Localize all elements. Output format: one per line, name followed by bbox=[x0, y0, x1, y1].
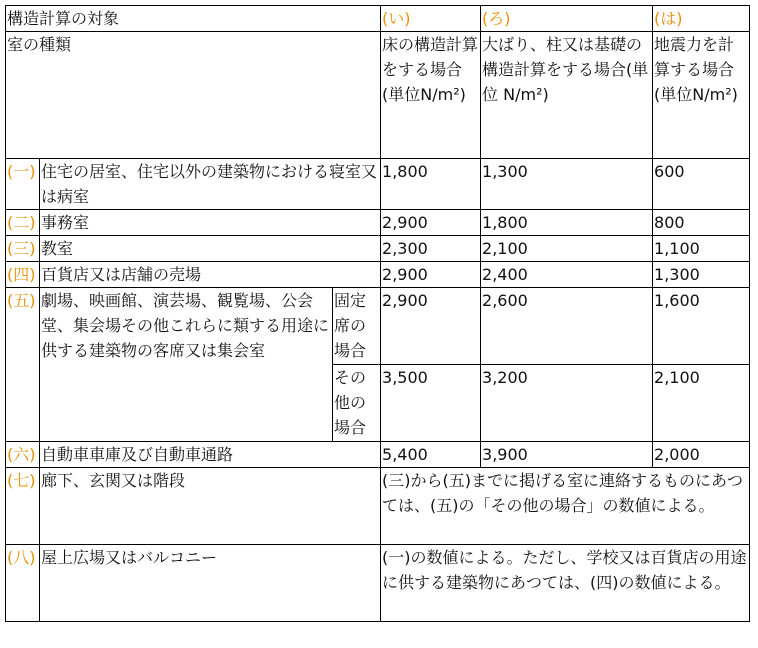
cell-ro: 3,200 bbox=[481, 365, 653, 442]
header-row-2 bbox=[6, 32, 750, 159]
row-number: (五) bbox=[6, 288, 40, 442]
header-col-ro: (ろ) bbox=[481, 6, 653, 32]
row-number: (六) bbox=[6, 442, 40, 468]
row-number: (七) bbox=[6, 468, 40, 545]
cell-i: 2,900 bbox=[381, 210, 481, 236]
row-name: 百貨店又は店舗の売場 bbox=[40, 262, 381, 288]
cell-ha: 1,300 bbox=[653, 262, 750, 288]
table-row bbox=[6, 210, 750, 236]
cell-ha: 1,600 bbox=[653, 288, 750, 365]
header-floor: 床の構造計算をする場合 (単位N/m²) bbox=[381, 32, 481, 159]
table-row bbox=[6, 442, 750, 468]
row-number: (八) bbox=[6, 545, 40, 622]
load-table bbox=[5, 5, 750, 622]
header-room-type: 室の種類 bbox=[6, 32, 381, 159]
row-name: 教室 bbox=[40, 236, 381, 262]
cell-i: 2,300 bbox=[381, 236, 481, 262]
header-col-ha: (は) bbox=[653, 6, 750, 32]
cell-ro: 1,800 bbox=[481, 210, 653, 236]
cell-ha: 2,000 bbox=[653, 442, 750, 468]
row-name: 事務室 bbox=[40, 210, 381, 236]
row-number: (四) bbox=[6, 262, 40, 288]
cell-i: 2,900 bbox=[381, 288, 481, 365]
header-subject: 構造計算の対象 bbox=[6, 6, 381, 32]
cell-ha: 2,100 bbox=[653, 365, 750, 442]
table-row bbox=[6, 262, 750, 288]
table-row bbox=[6, 468, 750, 545]
header-col-i: (い) bbox=[381, 6, 481, 32]
row-name: 自動車車庫及び自動車通路 bbox=[40, 442, 381, 468]
row-number: (三) bbox=[6, 236, 40, 262]
header-row-1 bbox=[6, 6, 750, 32]
cell-ha: 1,100 bbox=[653, 236, 750, 262]
table-row bbox=[6, 545, 750, 622]
table-row bbox=[6, 159, 750, 210]
table-row bbox=[6, 236, 750, 262]
cell-ro: 2,400 bbox=[481, 262, 653, 288]
row-name: 住宅の居室、住宅以外の建築物における寝室又は病室 bbox=[40, 159, 381, 210]
row-note: (一)の数値による。ただし、学校又は百貨店の用途に供する建築物にあつては、(四)の数値による。 bbox=[381, 545, 750, 622]
row-number: (一) bbox=[6, 159, 40, 210]
cell-ro: 3,900 bbox=[481, 442, 653, 468]
cell-ha: 600 bbox=[653, 159, 750, 210]
cell-ro: 2,600 bbox=[481, 288, 653, 365]
row-name: 劇場、映画館、演芸場、観覧場、公会堂、集会場その他これらに類する用途に供する建築物の客席又は集会室 bbox=[40, 288, 333, 442]
table-row bbox=[6, 288, 750, 365]
cell-i: 2,900 bbox=[381, 262, 481, 288]
row-number: (二) bbox=[6, 210, 40, 236]
sub-label-fixed-seat: 固定席の場合 bbox=[333, 288, 381, 365]
header-beam: 大ばり、柱又は基礎の構造計算をする場合(単位 N/m²) bbox=[481, 32, 653, 159]
row-note: (三)から(五)までに掲げる室に連絡するものにあつては、(五)の「その他の場合」の数値による。 bbox=[381, 468, 750, 545]
sub-label-other: その他の場合 bbox=[333, 365, 381, 442]
load-table-container bbox=[5, 5, 749, 622]
cell-ro: 2,100 bbox=[481, 236, 653, 262]
cell-i: 1,800 bbox=[381, 159, 481, 210]
row-name: 廊下、玄関又は階段 bbox=[40, 468, 381, 545]
cell-i: 5,400 bbox=[381, 442, 481, 468]
cell-ha: 800 bbox=[653, 210, 750, 236]
row-name: 屋上広場又はバルコニー bbox=[40, 545, 381, 622]
cell-i: 3,500 bbox=[381, 365, 481, 442]
cell-ro: 1,300 bbox=[481, 159, 653, 210]
header-quake: 地震力を計算する場合 (単位N/m²) bbox=[653, 32, 750, 159]
